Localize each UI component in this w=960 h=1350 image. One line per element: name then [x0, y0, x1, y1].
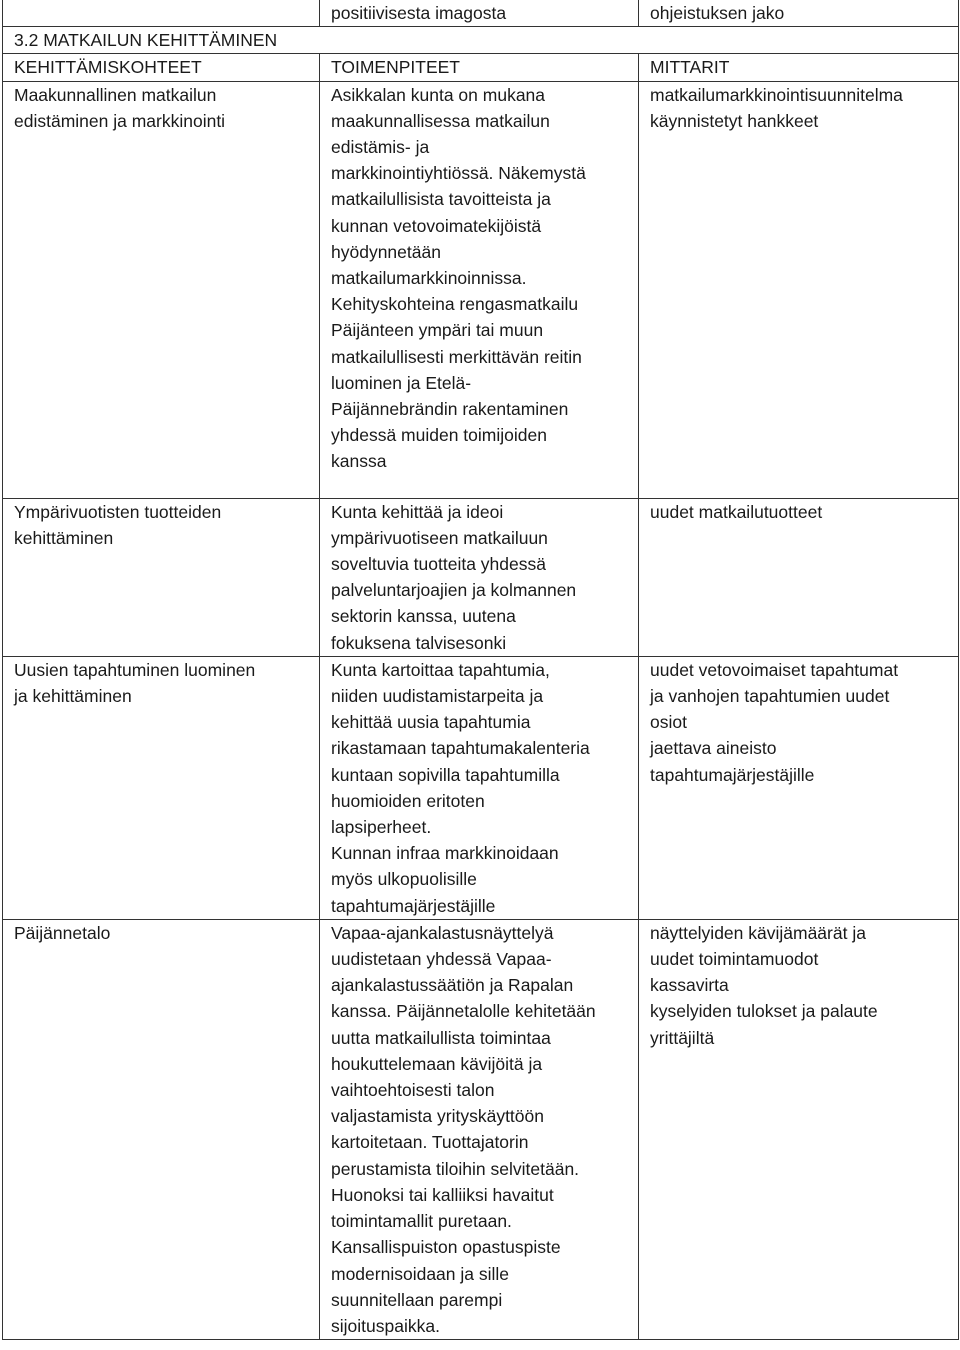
cell-text-line: tapahtumajärjestäjille [331, 895, 496, 916]
target-cell [3, 498, 320, 656]
cell-text-line: Huonoksi tai kalliiksi havaitut [331, 1184, 554, 1205]
cell-text-line: niiden uudistamistarpeita ja [331, 686, 544, 707]
target-cell [3, 919, 320, 1339]
cell-text-line: valjastamista yrityskäyttöön [331, 1106, 544, 1127]
cell-text-line: Päijännebrändin rakentaminen [331, 399, 569, 420]
cell-text-line: sektorin kanssa, uutena [331, 606, 516, 627]
column-header-row [3, 54, 959, 81]
cell-text-line: kanssa [331, 451, 387, 472]
cell-text-line: uudistetaan yhdessä Vapaa- [331, 949, 552, 970]
cell-text-line: näyttelyiden kävijämäärät ja [650, 922, 866, 943]
cell-text-line: uutta matkailullista toimintaa [331, 1027, 551, 1048]
cell-text-line: Kunnan infraa markkinoidaan [331, 843, 559, 864]
development-table [2, 0, 959, 1340]
cell-text-line: huomioiden eritoten [331, 790, 485, 811]
cell-text-line: Vapaa-ajankalastusnäyttelyä [331, 922, 554, 943]
table-row [3, 81, 959, 498]
column-header-metrics: MITTARIT [639, 54, 959, 81]
table-row [3, 919, 959, 1339]
cell-text-line: kyselyiden tulokset ja palaute [650, 1001, 878, 1022]
cell-text-line: Päijännetalo [14, 922, 111, 943]
cell-text-line: ja kehittäminen [14, 686, 132, 707]
cell-text-line: toimintamallit puretaan. [331, 1211, 512, 1232]
cell-text-line: sijoituspaikka. [331, 1315, 440, 1336]
continued-row [3, 0, 959, 27]
cell-text-line: matkailullisista tavoitteista ja [331, 189, 551, 210]
cell-text-line: ja vanhojen tapahtumien uudet [650, 686, 890, 707]
actions-cell [320, 656, 639, 919]
cell-text-line: yrittäjiltä [650, 1027, 715, 1048]
cell-text-line: Kunta kartoittaa tapahtumia, [331, 659, 550, 680]
cell-text-line: tapahtumajärjestäjille [650, 764, 815, 785]
cell-text-line: Kehityskohteina rengasmatkailu [331, 294, 579, 315]
cell-text-line: ympärivuotiseen matkailuun [331, 527, 548, 548]
cell-text-line: kuntaan sopivilla tapahtumilla [331, 764, 560, 785]
cell-text-line: soveltuvia tuotteita yhdessä [331, 554, 546, 575]
cell-text-line: kartoitetaan. Tuottajatorin [331, 1132, 529, 1153]
cell-text-line: kehittää uusia tapahtumia [331, 712, 531, 733]
cell-text-line: markkinointiyhtiössä. Näkemystä [331, 163, 586, 184]
cell-text-line: Kansallispuiston opastuspiste [331, 1237, 561, 1258]
cell-text-line: edistäminen ja markkinointi [14, 110, 226, 131]
cell-text-line: luominen ja Etelä- [331, 372, 472, 393]
cell-text-line: edistämis- ja [331, 137, 430, 158]
cell-text-line: hyödynnetään [331, 241, 441, 262]
cell-text-line: rikastamaan tapahtumakalenteria [331, 738, 590, 759]
continued-cell-metrics [639, 0, 959, 27]
section-title-row [3, 27, 959, 54]
cell-text-line: Päijänteen ympäri tai muun [331, 320, 544, 341]
cell-text-line: lapsiperheet. [331, 817, 432, 838]
actions-cell [320, 919, 639, 1339]
cell-text-line: Maakunnallinen matkailun [14, 84, 217, 105]
column-header-targets: KEHITTÄMISKOHTEET [3, 54, 320, 81]
cell-text-line: perustamista tiloihin selvitetään. [331, 1158, 580, 1179]
metrics-cell [639, 498, 959, 656]
table-row [3, 498, 959, 656]
actions-cell [320, 81, 639, 498]
metrics-cell [639, 81, 959, 498]
cell-text-line: kunnan vetovoimatekijöistä [331, 215, 542, 236]
target-cell [3, 656, 320, 919]
continued-text-metrics: ohjeistuksen jako [650, 3, 785, 23]
cell-text-line: suunnitellaan parempi [331, 1289, 503, 1310]
metrics-cell [639, 656, 959, 919]
continued-cell-actions [320, 0, 639, 27]
table-row [3, 656, 959, 919]
cell-text-line: yhdessä muiden toimijoiden [331, 425, 547, 446]
cell-text-line: Uusien tapahtuminen luominen [14, 659, 256, 680]
cell-text-line: houkuttelemaan kävijöitä ja [331, 1053, 543, 1074]
cell-text-line: matkailumarkkinoinnissa. [331, 268, 527, 289]
continued-cell-empty [3, 0, 320, 27]
cell-text-line: matkailullisesti merkittävän reitin [331, 346, 582, 367]
cell-text-line: kassavirta [650, 975, 729, 996]
section-title: 3.2 MATKAILUN KEHITTÄMINEN [3, 27, 959, 54]
cell-text-line: Ympärivuotisten tuotteiden [14, 501, 222, 522]
cell-text-line: uudet toimintamuodot [650, 949, 819, 970]
cell-text-line: vaihtoehtoisesti talon [331, 1080, 495, 1101]
continued-text-actions: positiivisesta imagosta [331, 3, 507, 23]
cell-text-line: Asikkalan kunta on mukana [331, 84, 546, 105]
target-cell [3, 81, 320, 498]
cell-text-line: kehittäminen [14, 527, 114, 548]
cell-text-line: myös ulkopuolisille [331, 869, 477, 890]
cell-text-line: uudet vetovoimaiset tapahtumat [650, 659, 899, 680]
cell-text-line: uudet matkailutuotteet [650, 501, 823, 522]
metrics-cell [639, 919, 959, 1339]
cell-text-line: palveluntarjoajien ja kolmannen [331, 580, 577, 601]
cell-text-line: jaettava aineisto [650, 738, 777, 759]
cell-text-line: Kunta kehittää ja ideoi [331, 501, 504, 522]
cell-text-line: modernisoidaan ja sille [331, 1263, 510, 1284]
cell-text-line: matkailumarkkinointisuunnitelma [650, 84, 903, 105]
cell-text-line: osiot [650, 712, 687, 733]
cell-text-line: käynnistetyt hankkeet [650, 110, 819, 131]
cell-text-line: maakunnallisessa matkailun [331, 110, 550, 131]
cell-text-line: kanssa. Päijännetalolle kehitetään [331, 1001, 596, 1022]
cell-text-line: fokuksena talvisesonki [331, 632, 507, 653]
cell-text-line: ajankalastussäätiön ja Rapalan [331, 975, 574, 996]
actions-cell [320, 498, 639, 656]
column-header-actions: TOIMENPITEET [320, 54, 639, 81]
